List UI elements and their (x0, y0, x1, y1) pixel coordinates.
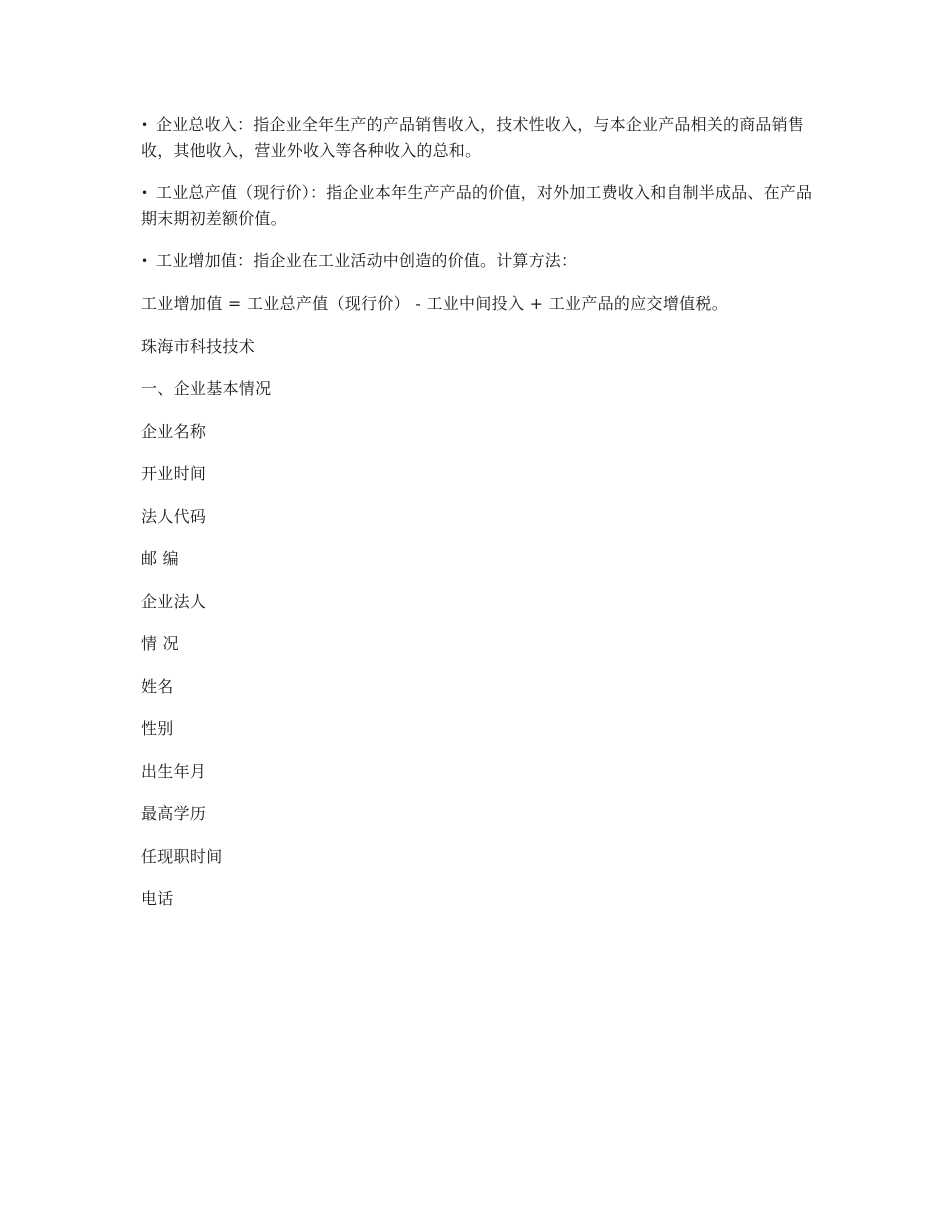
field-label-situation: 情 况 (141, 634, 179, 653)
field-label-legal-person: 企业法人 (141, 591, 207, 611)
formula-line: 工业增加值 = 工业总产值（现行价） - 工业中间投入 + 工业产品的应交增值税。 (141, 294, 729, 313)
field-label-phone: 电话 (141, 889, 174, 908)
bullet-text: 企业总收入：指企业全年生产的产品销售收入，技术性收入，与本企业产品相关的商品销售收，其他收入，营业外收入等各种收入的总和。 (141, 115, 805, 160)
field-label-gender: 性别 (141, 719, 174, 738)
field-label-name: 姓名 (141, 676, 174, 696)
field-label-opening-date: 开业时间 (141, 464, 207, 483)
field-label-education: 最高学历 (141, 804, 207, 823)
document-page (141, 112, 821, 929)
company-name: 珠海市科技技术 (141, 336, 256, 356)
field-label-postcode: 邮 编 (141, 549, 179, 568)
bullet-marker: • (141, 254, 149, 268)
field-label-legal-code: 法人代码 (141, 506, 207, 526)
section-heading: 一、企业基本情况 (141, 379, 272, 398)
field-label-company-name: 企业名称 (141, 421, 207, 441)
bullet-industrial-value-added (141, 248, 821, 274)
field-label-current-position-date: 任现职时间 (141, 846, 223, 866)
bullet-marker: • (141, 118, 149, 132)
bullet-text: 工业增加值：指企业在工业活动中创造的价值。计算方法： (156, 251, 578, 270)
field-label-birth-date: 出生年月 (141, 761, 207, 781)
bullet-marker: • (141, 186, 149, 200)
bullet-industrial-output-value (141, 180, 821, 231)
bullet-enterprise-total-revenue (141, 112, 821, 163)
bullet-text: 工业总产值（现行价）：指企业本年生产产品的价值，对外加工费收入和自制半成品、在产品期末期初差额价值。 (141, 183, 813, 228)
